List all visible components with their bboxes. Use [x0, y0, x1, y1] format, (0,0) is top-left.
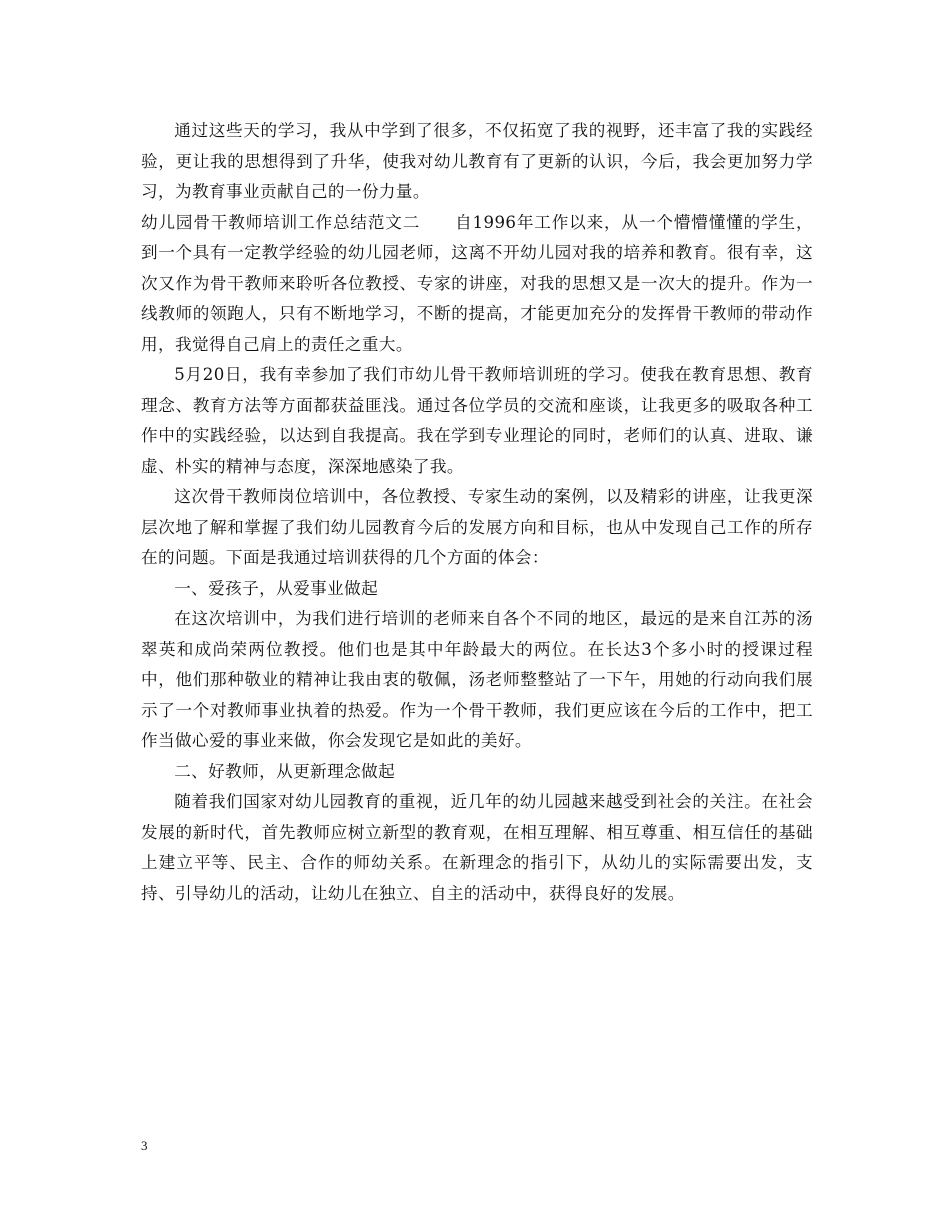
paragraph-4: 这次骨干教师岗位培训中，各位教授、专家生动的案例，以及精彩的讲座，让我更深层次地了解和掌握了我们幼儿园教育今后的发展方向和目标，也从中发现自己工作的所存在的问题。下面是我通过培训获得的几个方面的体会：	[141, 487, 813, 567]
page-number: 3	[141, 1138, 148, 1153]
paragraph-2: 幼儿园骨干教师培训工作总结范文二 自1996年工作以来，从一个懵懵懂懂的学生，到一个具有一定教学经验的幼儿园老师，这离不开幼儿园对我的培养和教育。很有幸，这次又作为骨干教师来聆听各位教授、专家的讲座，对我的思想又是一次大的提升。作为一线教师的领跑人，只有不断地学习，不断的提高，才能更加充分的发挥骨干教师的带动作用，我觉得自己肩上的责任之重大。	[141, 212, 813, 354]
section-heading-2: 二、好教师，从更新理念做起	[174, 761, 396, 781]
paragraph-3: 5月20日，我有幸参加了我们市幼儿骨干教师培训班的学习。使我在教育思想、教育理念、教育方法等方面都获益匪浅。通过各位学员的交流和座谈，让我更多的吸取各种工作中的实践经验，以达到自我提高。我在学到专业理论的同时，老师们的认真、进取、谦虚、朴实的精神与态度，深深地感染了我。	[141, 365, 813, 476]
paragraph-5: 在这次培训中，为我们进行培训的老师来自各个不同的地区，最远的是来自江苏的汤翠英和成尚荣两位教授。他们也是其中年龄最大的两位。在长达3个多小时的授课过程中，他们那种敬业的精神让我由衷的敬佩，汤老师整整站了一下午，用她的行动向我们展示了一个对教师事业执着的热爱。作为一个骨干教师，我们更应该在今后的工作中，把工作当做心爱的事业来做，你会发现它是如此的美好。	[141, 609, 813, 750]
paragraph-6: 随着我们国家对幼儿园教育的重视，近几年的幼儿园越来越受到社会的关注。在社会发展的新时代，首先教师应树立新型的教育观，在相互理解、相互尊重、相互信任的基础上建立平等、民主、合作的师幼关系。在新理念的指引下，从幼儿的实际需要出发，支持、引导幼儿的活动，让幼儿在独立、自主的活动中，获得良好的发展。	[141, 792, 813, 903]
section-heading-1: 一、爱孩子，从爱事业做起	[174, 578, 379, 598]
paragraph-1: 通过这些天的学习，我从中学到了很多，不仅拓宽了我的视野，还丰富了我的实践经验，更让我的思想得到了升华，使我对幼儿教育有了更新的认识，今后，我会更加努力学习，为教育事业贡献自己的一份力量。	[141, 121, 813, 201]
document-body	[141, 116, 813, 909]
